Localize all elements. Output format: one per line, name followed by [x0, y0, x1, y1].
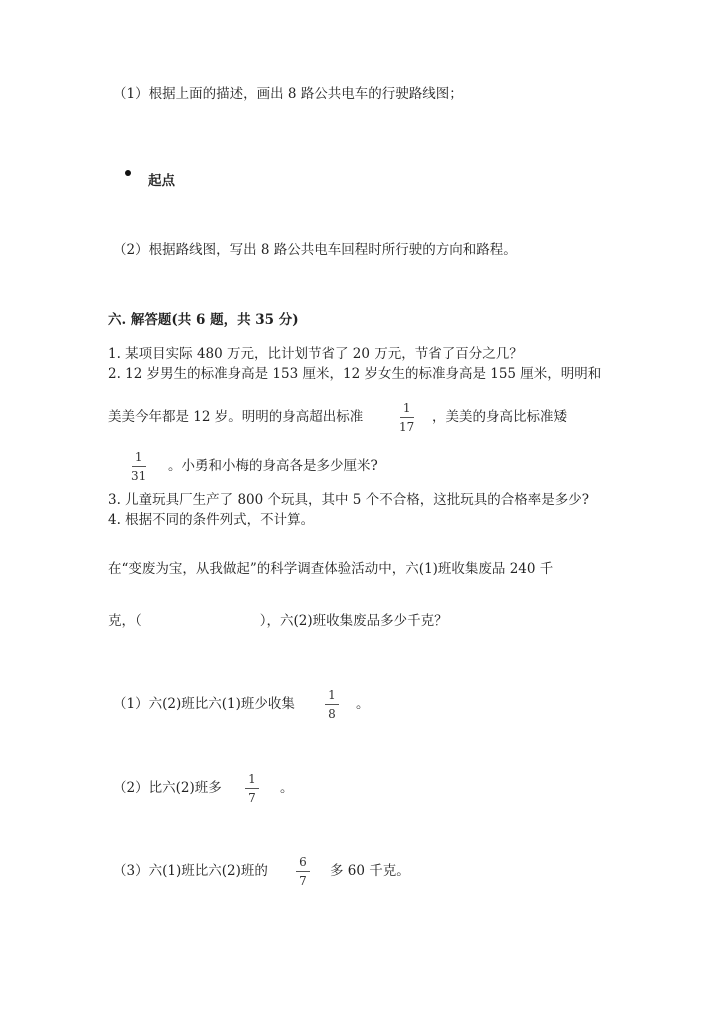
condition-2-text: （2）比六(2)班多 [113, 780, 222, 796]
fraction-numerator: 6 [299, 855, 307, 869]
fraction-1-31 [131, 451, 146, 482]
condition-1-text: （1）六(2)班比六(1)班少收集 [113, 696, 295, 712]
fraction-1-17 [399, 402, 414, 433]
condition-3-text: （3）六(1)班比六(2)班的 [113, 863, 268, 879]
fraction-1-8 [325, 689, 339, 720]
fraction-bar [325, 704, 339, 705]
fraction-numerator: 1 [328, 688, 336, 702]
condition-3-end: 多 60 千克。 [330, 863, 410, 879]
fraction-denominator: 7 [299, 874, 307, 888]
problem-4-context-line-2 [108, 613, 448, 629]
fraction-bar [132, 466, 146, 467]
problem-1: 1. 某项目实际 480 万元，比计划节省了 20 万元，节省了百分之几？ [108, 346, 523, 362]
start-point-dot [125, 170, 131, 176]
fraction-denominator: 17 [399, 420, 415, 434]
condition-2-end: 。 [280, 780, 294, 796]
context-text-a: 克，（ [108, 613, 142, 629]
problem-2-text-a: 美美今年都是 12 岁。明明的身高超出标准 [108, 409, 364, 425]
context-text-b: ），六(2)班收集废品多少千克？ [259, 613, 448, 629]
problem-2-text-c: 。小勇和小梅的身高各是多少厘米? [168, 458, 378, 474]
problem-2-text-b: ，美美的身高比标准矮 [432, 409, 567, 425]
problem-4: 4. 根据不同的条件列式，不计算。 [108, 512, 315, 528]
problem-3: 3. 儿童玩具厂生产了 800 个玩具，其中 5 个不合格，这批玩具的合格率是多少? [108, 492, 589, 508]
fraction-6-7 [296, 856, 310, 887]
fraction-numerator: 1 [248, 772, 256, 786]
fraction-numerator: 1 [402, 401, 411, 415]
route-question-2: （2）根据路线图，写出 8 路公共电车回程时所行驶的方向和路程。 [113, 242, 517, 258]
fraction-1-7 [245, 773, 259, 804]
route-question-1: （1）根据上面的描述，画出 8 路公共电车的行驶路线图； [113, 86, 463, 102]
fraction-denominator: 31 [131, 469, 147, 483]
fraction-bar [296, 871, 310, 872]
fraction-numerator: 1 [134, 450, 143, 464]
start-point-label: 起点 [148, 173, 175, 189]
fraction-denominator: 8 [328, 707, 336, 721]
fraction-denominator: 7 [248, 791, 256, 805]
section-heading: 六. 解答题(共 6 题，共 35 分) [108, 312, 299, 328]
fraction-bar [245, 788, 259, 789]
fraction-bar [400, 417, 414, 418]
problem-2-line-2 [108, 409, 363, 425]
condition-1-end: 。 [356, 696, 370, 712]
problem-2-line-1: 2. 12 岁男生的标准身高是 153 厘米，12 岁女生的标准身高是 155 厘米，明明和 [108, 366, 602, 382]
problem-4-context-line-1: 在“变废为宝，从我做起”的科学调查体验活动中，六(1)班收集废品 240 千 [108, 561, 554, 577]
